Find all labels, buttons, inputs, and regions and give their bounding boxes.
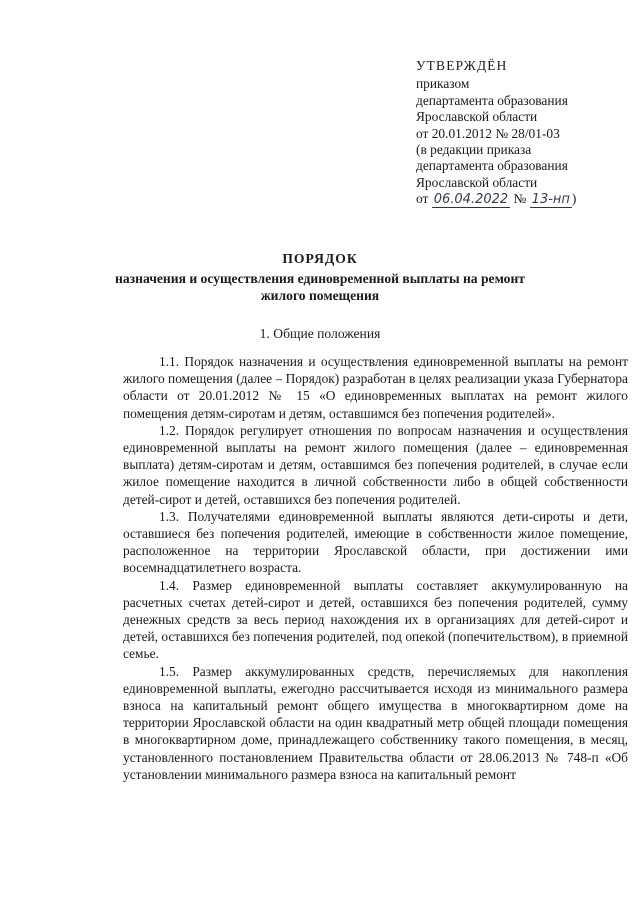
approval-heading: УТВЕРЖДЁН xyxy=(416,58,508,73)
paragraph: 1.1. Порядок назначения и осуществления единовременной выплаты на ремонт жилого помещения (далее – Порядок) разработан в целях реализации указа Губернатора области от 20.01.2012 № 15 «О единовременных выплатах на ремонт жилого помещения детям-сиротам и детям, оставшимся без попечения родителей». xyxy=(123,354,628,421)
handwritten-number: 13-нп xyxy=(531,192,570,208)
approval-line: Ярославской области xyxy=(416,174,538,190)
paragraph: 1.5. Размер аккумулированных средств, перечисляемых для накопления единовременной выплаты, ежегодно рассчитывается исходя из минимального размера взноса на капитальный ремонт общего имущества в многоквартирном доме на территории Ярославской области на один квадратный метр общей площади помещения в многоквартирном доме, принадлежащего собственнику такого помещения, в месяц, установленного постановлением Правительства области от 28.06.2013 № 748-п «Об установлении минимального размера взноса на капитальный ремонт xyxy=(123,663,628,782)
number-sign: № xyxy=(513,191,527,207)
approval-date-prefix: от xyxy=(416,191,429,207)
paragraph: 1.2. Порядок регулирует отношения по вопросам назначения и осуществления единовременной выплаты на ремонт жилого помещения (далее – единовременная выплата) детям-сиротам и детям, оставшимся без попечения родителей, в случае если жилое помещение находится в личной собственности либо в общей собственности детей-сирот и детей, оставшихся без попечения родителей. xyxy=(123,422,628,507)
paragraph: 1.3. Получателями единовременной выплаты являются дети-сироты и дети, оставшиеся без попечения родителей, имеющие в собственности жилое помещение, расположенное на территории Ярославской области, при достижении ими восемнадцатилетнего возраста. xyxy=(123,508,628,576)
section-heading: 1. Общие положения xyxy=(259,326,381,341)
handwritten-date: 06.04.2022 xyxy=(433,192,509,208)
approval-line: Ярославской области xyxy=(416,109,538,125)
title-subtitle-line: жилого помещения xyxy=(260,288,380,303)
approval-block xyxy=(416,58,631,208)
approval-line: (в редакции приказа xyxy=(416,142,532,158)
approval-line: от 20.01.2012 № 28/01-03 xyxy=(416,125,560,141)
closing-paren: ) xyxy=(571,191,577,207)
approval-line: приказом xyxy=(416,76,470,92)
approval-line: департамента образования xyxy=(416,92,568,108)
document-body xyxy=(123,353,628,783)
title-subtitle-line: назначения и осуществления единовременной выплаты на ремонт xyxy=(115,271,525,286)
title-heading: ПОРЯДОК xyxy=(282,251,358,266)
approval-last-line xyxy=(416,191,631,208)
approval-line: департамента образования xyxy=(416,158,568,174)
paragraph: 1.4. Размер единовременной выплаты составляет аккумулированную на расчетных счетах детей-сирот и детей, оставшихся без попечения родителей, сумму денежных средств за весь период нахождения их в организациях для детей-сирот и детей, оставшихся без попечения родителей, под опекой (попечительством), в приемной семье. xyxy=(123,577,628,662)
document-title xyxy=(0,250,640,304)
